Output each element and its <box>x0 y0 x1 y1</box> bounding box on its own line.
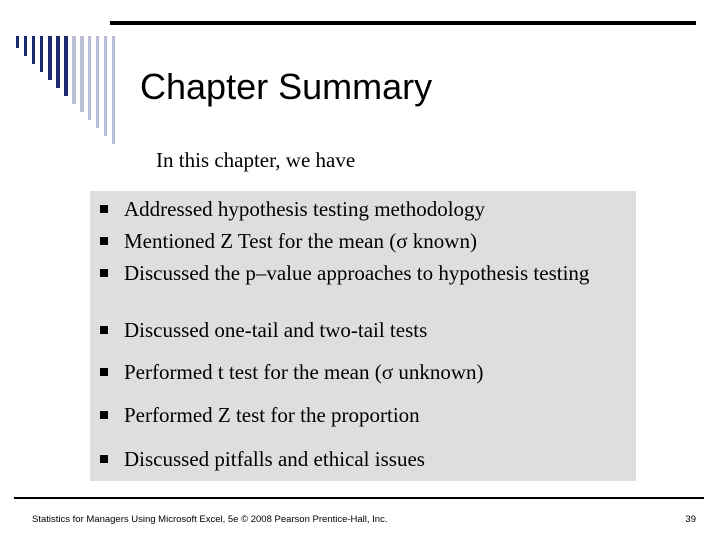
top-rule <box>110 21 696 25</box>
bullet-text: Performed t test for the mean (σ unknown) <box>124 360 484 384</box>
bullet-item <box>100 359 614 385</box>
decorative-bar <box>64 36 68 96</box>
bullet-text: Mentioned Z Test for the mean (σ known) <box>124 229 477 253</box>
bullet-text: Discussed one-tail and two-tail tests <box>124 318 428 342</box>
decorative-bar <box>32 36 35 64</box>
bullet-item <box>100 446 614 472</box>
decorative-bar <box>72 36 76 104</box>
bullet-item <box>100 228 614 254</box>
intro-text: In this chapter, we have <box>156 148 356 172</box>
bullet-marker <box>100 326 108 334</box>
bullet-marker <box>100 455 108 463</box>
bullet-item <box>100 402 614 428</box>
decorative-bar <box>40 36 43 72</box>
decorative-bar <box>16 36 19 48</box>
footer-rule <box>14 497 704 499</box>
decorative-bar <box>56 36 60 88</box>
decorative-bar <box>48 36 52 80</box>
bullet-marker <box>100 237 108 245</box>
footer-text: Statistics for Managers Using Microsoft Excel, 5e © 2008 Pearson Prentice-Hall, Inc. <box>32 514 388 525</box>
bullet-marker <box>100 269 108 277</box>
bullet-marker <box>100 368 108 376</box>
bullet-text: Performed Z test for the proportion <box>124 403 420 427</box>
page-number: 39 <box>685 514 696 525</box>
slide-title: Chapter Summary <box>140 66 433 107</box>
decorative-bar <box>24 36 27 56</box>
decorative-bar <box>96 36 99 128</box>
bullet-item <box>100 196 614 222</box>
decorative-bars <box>0 0 130 145</box>
decorative-bar <box>80 36 84 112</box>
bullet-marker <box>100 411 108 419</box>
decorative-bar <box>88 36 91 120</box>
bullet-text: Addressed hypothesis testing methodology <box>124 197 486 221</box>
decorative-bar <box>104 36 107 136</box>
bullet-text: Discussed pitfalls and ethical issues <box>124 447 425 471</box>
decorative-bar <box>112 36 115 144</box>
bullet-marker <box>100 205 108 213</box>
bullet-text: Discussed the p–value approaches to hypothesis testing <box>124 261 590 285</box>
bullet-item <box>100 317 614 343</box>
bullet-item <box>100 260 614 286</box>
